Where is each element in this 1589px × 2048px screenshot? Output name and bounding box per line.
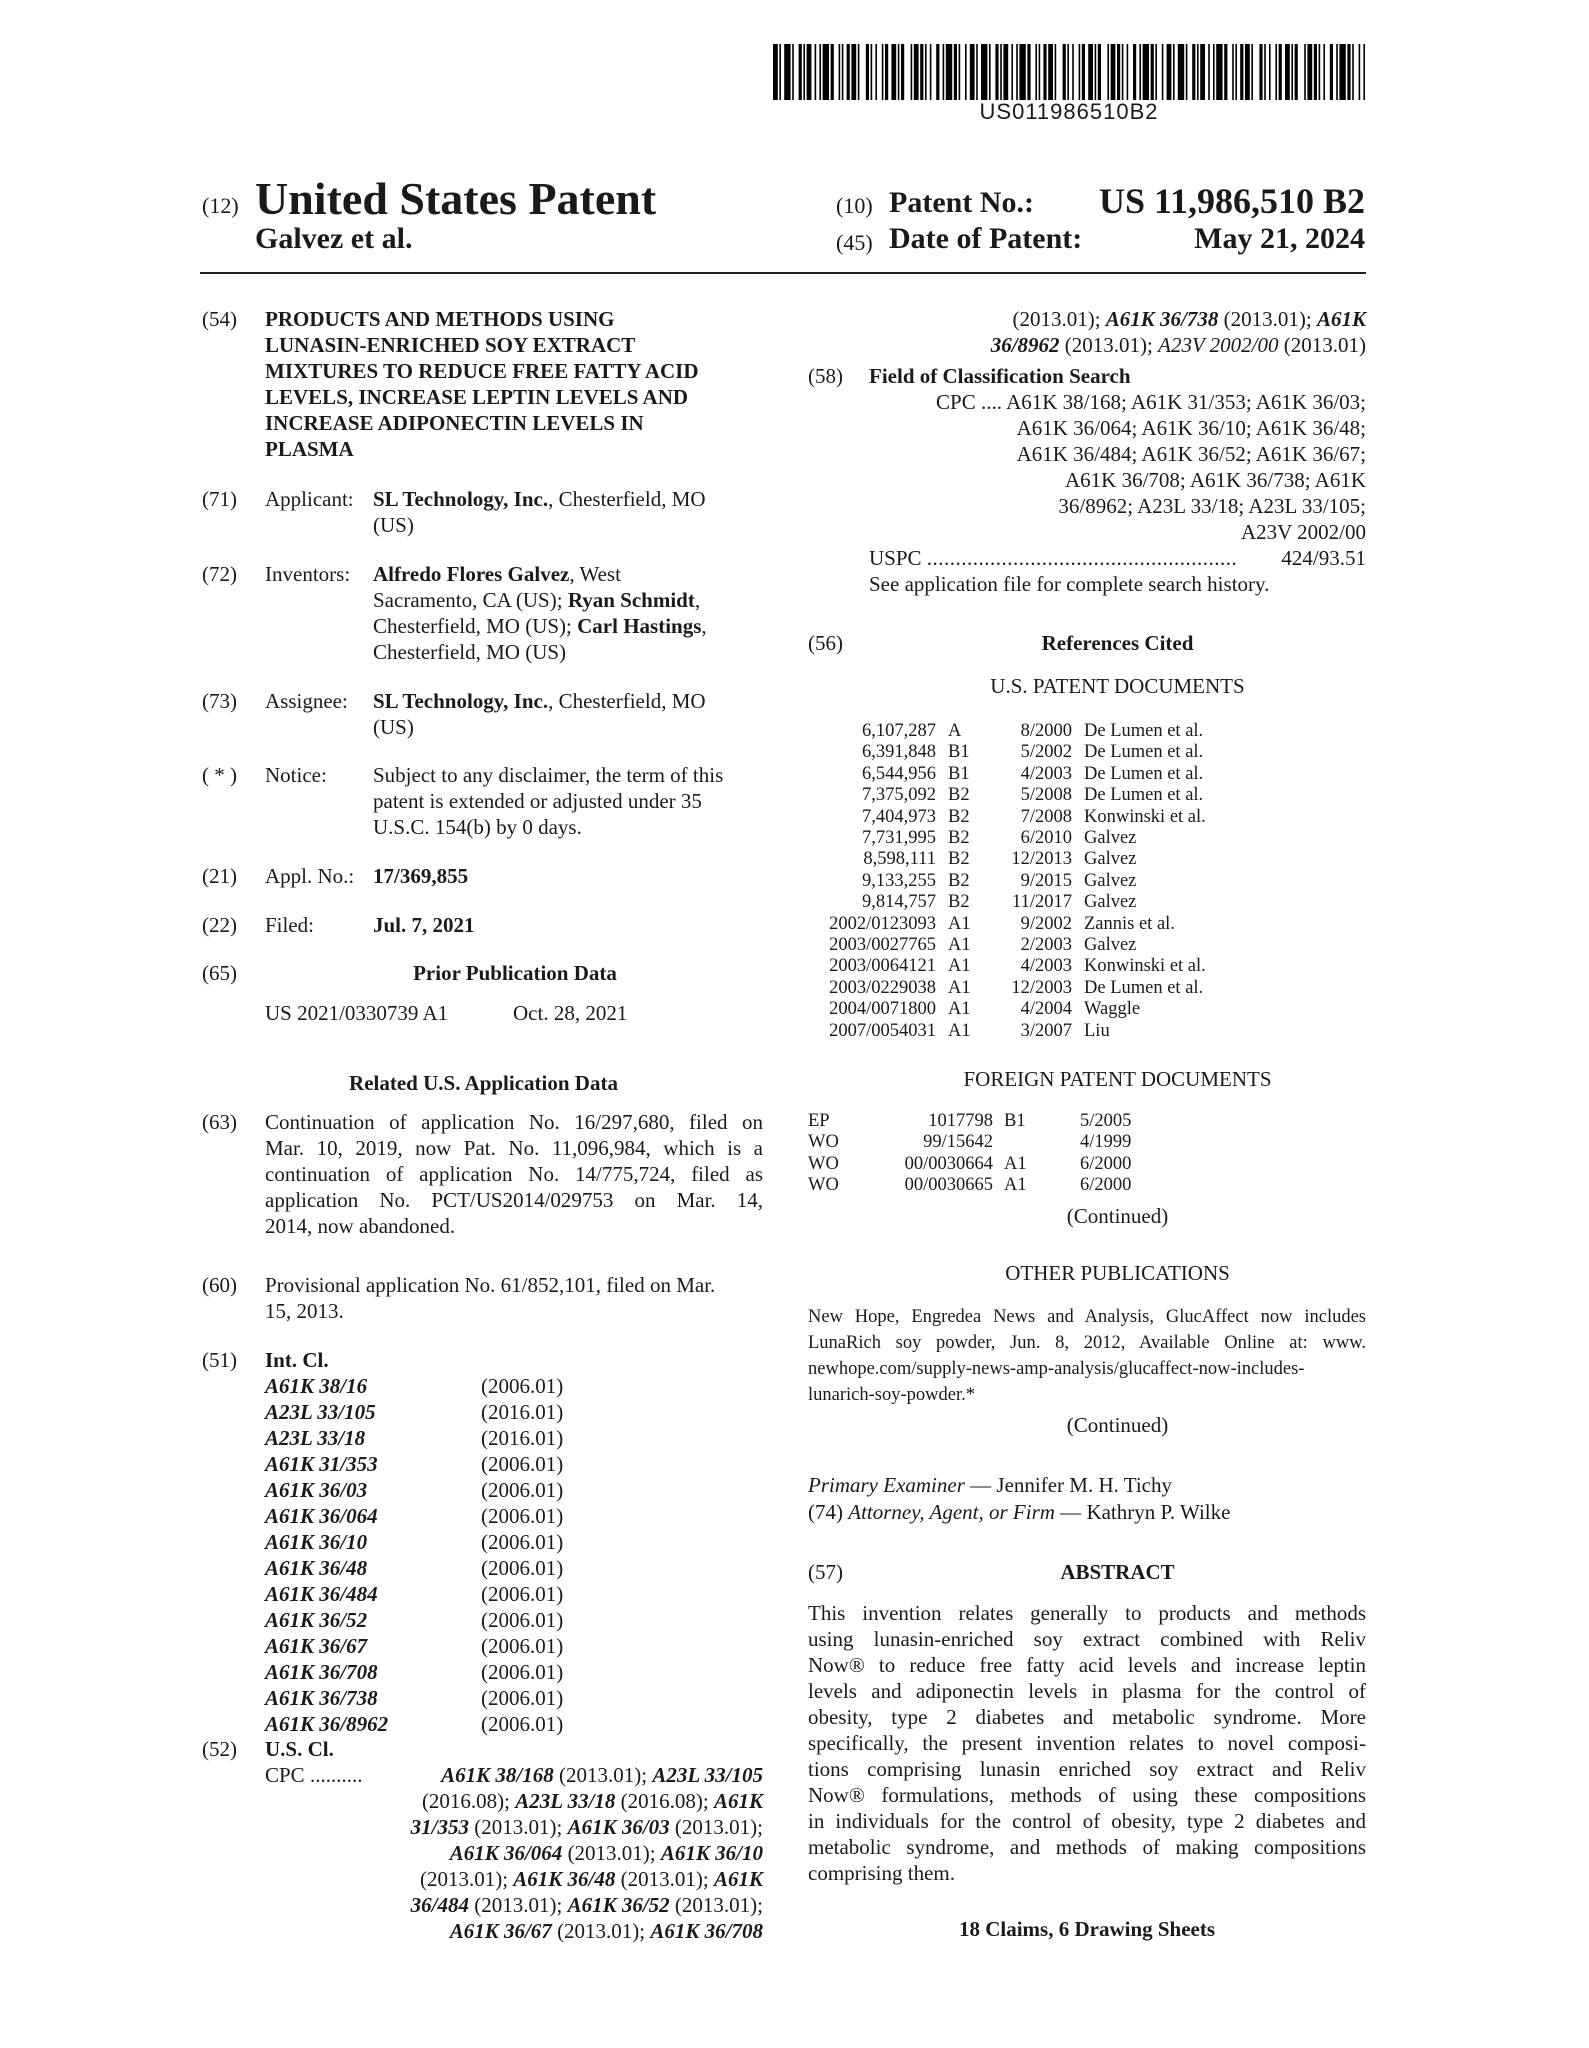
foreign-number: 99/15642 (923, 1132, 993, 1153)
ref-number: 9,814,757 (862, 892, 936, 913)
int-cl-class: A23L 33/105 (265, 1400, 376, 1424)
inventor-short: Galvez et al. (255, 222, 413, 255)
int-cl-row (265, 1659, 585, 1685)
us-patent-docs-table (808, 721, 1366, 1051)
int-cl-row (265, 1633, 585, 1659)
ref-number: 2007/0054031 (829, 1020, 936, 1041)
code-54: (54) (202, 307, 237, 331)
foreign-number: 00/0030665 (904, 1175, 993, 1196)
provisional-text: Provisional application No. 61/852,101, filed on Mar. 15, 2013. (265, 1273, 716, 1323)
int-cl-class: A61K 36/03 (265, 1478, 368, 1502)
barcode (773, 44, 1365, 100)
code-22: (22) (202, 913, 237, 937)
ref-name: De Lumen et al. (1084, 721, 1204, 741)
ref-name: Galvez (1084, 935, 1137, 955)
filed-date: Jul. 7, 2021 (373, 913, 475, 937)
abstract-text: This invention relates generally to products and methods using lunasin-enriched soy extract combined with Reliv Now® to reduce free fatty acid levels and increase leptin levels and adiponectin levels in plasma for the control of obesity, type 2 diabetes and metabolic syndrome. More specifically, the present invention relates to novel composi- tions comprising lunasin enriched soy extract and Reliv Now® formulations, methods of using these compositions in individuals for the control of obesity, type 2 diabetes and metabolic syndrome, and methods of making compositions comprising them. (808, 1601, 1366, 1885)
int-cl-class: A61K 36/67 (265, 1634, 368, 1658)
int-cl-version: (2016.01) (481, 1426, 564, 1450)
int-cl-class: A61K 38/16 (265, 1374, 368, 1398)
abstract-heading: ABSTRACT (1060, 1560, 1175, 1584)
ref-name: Waggle (1084, 999, 1141, 1020)
ref-date: 8/2000 (1020, 721, 1072, 741)
ref-date: 4/2003 (1020, 956, 1072, 977)
foreign-date: 4/1999 (1080, 1132, 1132, 1153)
attorney: (74) Attorney, Agent, or Firm — Kathryn P. Wilke (808, 1500, 1231, 1524)
ref-number: 8,598,111 (863, 849, 936, 870)
patent-title: PRODUCTS AND METHODS USING LUNASIN-ENRICHED SOY EXTRACT MIXTURES TO REDUCE FREE FATTY ACID LEVELS, INCREASE LEPTIN LEVELS AND INCREASE ADIPONECTIN LEVELS IN PLASMA (265, 307, 699, 461)
int-cl-version: (2006.01) (481, 1634, 564, 1658)
code-71: (71) (202, 487, 237, 511)
ref-date: 11/2017 (1012, 892, 1072, 913)
notice-text: Subject to any disclaimer, the term of this patent is extended or adjusted under 35 U.S.C. 154(b) by 0 days. (373, 763, 724, 839)
ref-number: 2004/0071800 (829, 999, 936, 1020)
us-patent-docs-heading: U.S. PATENT DOCUMENTS (990, 674, 1245, 698)
int-cl-class: A61K 36/064 (265, 1504, 378, 1528)
ref-number: 9,133,255 (862, 870, 936, 891)
ref-number: 6,107,287 (862, 721, 936, 741)
foreign-date: 6/2000 (1080, 1153, 1132, 1174)
ref-date: 4/2004 (1020, 999, 1072, 1020)
prior-pub-number: US 2021/0330739 A1 (265, 1001, 449, 1025)
ref-date: 9/2002 (1020, 913, 1072, 934)
ref-date: 3/2007 (1020, 1020, 1072, 1041)
ref-number: 7,731,995 (862, 828, 936, 848)
us-cl-cpc: A61K 38/168 (2013.01); A23L 33/105 (2016.08); A23L 33/18 (2016.08); A61K 31/353 (2013.01); A61K 36/03 (2013.01); A61K 36/064 (2013.01); A61K 36/10 (2013.01); A61K 36/48 (2013.01); A61K 36/484 (2013.01); A61K 36/52 (2013.01); A61K 36/67 (2013.01); A61K 36/708 (410, 1763, 763, 1943)
uspc-value: 424/93.51 (1277, 545, 1366, 571)
ref-kind: A1 (948, 913, 971, 934)
ref-name: De Lumen et al. (1084, 742, 1204, 763)
us-cl-heading: U.S. Cl. (265, 1737, 334, 1761)
field-of-search-heading: Field of Classification Search (869, 364, 1131, 388)
int-cl-list (265, 1373, 585, 1737)
ref-name: Liu (1084, 1020, 1110, 1041)
prior-publication-heading: Prior Publication Data (413, 961, 617, 985)
foreign-number: 00/0030664 (904, 1153, 993, 1174)
patent-number: US 11,986,510 B2 (1098, 181, 1365, 221)
ref-kind: B2 (948, 849, 970, 870)
ref-name: Galvez (1084, 849, 1137, 870)
ref-name: Galvez (1084, 892, 1137, 913)
appl-no-label: Appl. No.: (265, 864, 355, 888)
foreign-country: WO (808, 1132, 839, 1153)
applicant-label: Applicant: (265, 487, 354, 511)
int-cl-class: A23L 33/18 (265, 1426, 366, 1450)
code-52: (52) (202, 1737, 237, 1761)
ref-number: 2002/0123093 (829, 913, 936, 934)
continuation-text: Continuation of application No. 16/297,680, filed on Mar. 10, 2019, now Pat. No. 11,096,984, which is a continuation of application No. 14/775,724, filed as application No. PCT/US2014/029753 on Mar. 14, 2014, now abandoned. (265, 1110, 763, 1238)
code-21: (21) (202, 864, 237, 888)
foreign-docs-table (808, 1111, 1366, 1201)
ref-kind: B2 (948, 892, 970, 913)
foreign-country: EP (808, 1111, 830, 1131)
prior-pub-date: Oct. 28, 2021 (513, 1001, 628, 1025)
ref-kind: B1 (948, 742, 970, 763)
barcode-number: US011986510B2 (979, 99, 1159, 124)
int-cl-version: (2006.01) (481, 1478, 564, 1502)
int-cl-class: A61K 36/10 (265, 1530, 368, 1554)
ref-kind: A1 (948, 935, 971, 955)
ref-name: Konwinski et al. (1084, 806, 1206, 827)
ref-kind: B2 (948, 870, 970, 891)
int-cl-row (265, 1581, 585, 1607)
ref-number: 7,404,973 (862, 806, 936, 827)
int-cl-class: A61K 36/708 (265, 1660, 378, 1684)
int-cl-version: (2006.01) (481, 1582, 564, 1606)
int-cl-class: A61K 31/353 (265, 1452, 378, 1476)
assignee-label: Assignee: (265, 689, 348, 713)
int-cl-version: (2006.01) (481, 1452, 564, 1476)
ref-number: 2003/0027765 (829, 935, 936, 955)
int-cl-row (265, 1607, 585, 1633)
ref-kind: B2 (948, 828, 970, 848)
ref-date: 12/2003 (1011, 977, 1072, 998)
int-cl-version: (2006.01) (481, 1608, 564, 1632)
code-73: (73) (202, 689, 237, 713)
ref-date: 12/2013 (1011, 849, 1072, 870)
foreign-kind: A1 (1004, 1153, 1027, 1174)
field-of-search-cpc: CPC .... A61K 38/168; A61K 31/353; A61K 36/03; A61K 36/064; A61K 36/10; A61K 36/48; A61K 36/484; A61K 36/52; A61K 36/67; A61K 36/708; A61K 36/738; A61K 36/8962; A23L 33/18; A23L 33/105; A23V 2002/00 (936, 390, 1366, 544)
ref-number: 6,391,848 (862, 742, 936, 763)
ref-number: 6,544,956 (862, 763, 936, 784)
int-cl-version: (2006.01) (481, 1712, 564, 1736)
ref-kind: B2 (948, 785, 970, 806)
continued-other: (Continued) (1066, 1413, 1169, 1437)
cpc-label: CPC .......... (265, 1763, 363, 1787)
foreign-docs-heading: FOREIGN PATENT DOCUMENTS (963, 1067, 1272, 1091)
other-publications-text: New Hope, Engredea News and Analysis, GlucAffect now includes LunaRich soy powder, Jun. 8, 2012, Available Online at: www. newhope.com/supply-news-amp-analysis/glucaffect-now-includes- lunarich-soy-powder.* (808, 1307, 1366, 1405)
int-cl-row (265, 1555, 585, 1581)
uspc-line: USPC ...................................................... (869, 546, 1238, 570)
inventors-label: Inventors: (265, 562, 351, 586)
code-72: (72) (202, 562, 237, 586)
int-cl-row (265, 1529, 585, 1555)
code-56: (56) (808, 631, 843, 655)
int-cl-class: A61K 36/52 (265, 1608, 368, 1632)
ref-date: 7/2008 (1020, 806, 1072, 827)
filed-label: Filed: (265, 913, 315, 937)
int-cl-class: A61K 36/484 (265, 1582, 378, 1606)
ref-name: De Lumen et al. (1084, 763, 1204, 784)
ref-name: Zannis et al. (1084, 913, 1175, 934)
ref-number: 2003/0064121 (829, 956, 936, 977)
foreign-date: 5/2005 (1080, 1111, 1132, 1131)
ref-date: 5/2002 (1020, 742, 1072, 763)
applicant: SL Technology, Inc., Chesterfield, MO (US) (373, 487, 706, 537)
foreign-kind: A1 (1004, 1175, 1027, 1196)
ref-name: De Lumen et al. (1084, 977, 1204, 998)
foreign-number: 1017798 (928, 1111, 993, 1131)
foreign-date: 6/2000 (1080, 1175, 1132, 1196)
code-12: (12) (202, 193, 239, 218)
continued-foreign: (Continued) (1066, 1204, 1169, 1228)
header-rule (200, 272, 1366, 274)
ref-date: 6/2010 (1020, 828, 1072, 848)
code-notice: ( * ) (202, 763, 237, 787)
primary-examiner: Primary Examiner — Jennifer M. H. Tichy (808, 1473, 1172, 1497)
int-cl-version: (2006.01) (481, 1556, 564, 1580)
ref-kind: A1 (948, 999, 971, 1020)
inventors: Alfredo Flores Galvez, West Sacramento, CA (US); Ryan Schmidt, Chesterfield, MO (US); Carl Hastings, Chesterfield, MO (US) (373, 562, 707, 664)
search-history-note: See application file for complete search history. (869, 572, 1270, 596)
code-60: (60) (202, 1273, 237, 1297)
int-cl-row (265, 1451, 585, 1477)
appl-no: 17/369,855 (373, 864, 469, 888)
int-cl-row (265, 1685, 585, 1711)
code-10: (10) (836, 193, 873, 218)
ref-name: Galvez (1084, 828, 1137, 848)
notice-label: Notice: (265, 763, 327, 787)
ref-date: 4/2003 (1020, 763, 1072, 784)
int-cl-row (265, 1373, 585, 1399)
int-cl-version: (2016.01) (481, 1400, 564, 1424)
int-cl-version: (2006.01) (481, 1686, 564, 1710)
ref-kind: A1 (948, 956, 971, 977)
int-cl-class: A61K 36/48 (265, 1556, 368, 1580)
ref-date: 2/2003 (1020, 935, 1072, 955)
ref-number: 7,375,092 (862, 785, 936, 806)
int-cl-row (265, 1503, 585, 1529)
document-type: United States Patent (255, 173, 657, 224)
assignee: SL Technology, Inc., Chesterfield, MO (US) (373, 689, 706, 739)
int-cl-row (265, 1425, 585, 1451)
ref-kind: B2 (948, 806, 970, 827)
patent-date: May 21, 2024 (1194, 222, 1365, 255)
foreign-country: WO (808, 1175, 839, 1196)
ref-number: 2003/0229038 (829, 977, 936, 998)
int-cl-class: A61K 36/8962 (265, 1712, 389, 1736)
ref-name: Galvez (1084, 870, 1137, 891)
code-58: (58) (808, 364, 843, 388)
code-63: (63) (202, 1110, 237, 1134)
int-cl-version: (2006.01) (481, 1504, 564, 1528)
ref-kind: A (948, 721, 962, 741)
patent-no-label: Patent No.: (889, 186, 1034, 219)
int-cl-heading: Int. Cl. (265, 1348, 329, 1372)
other-publications-heading: OTHER PUBLICATIONS (1005, 1261, 1230, 1285)
ref-kind: A1 (948, 1020, 971, 1041)
references-cited-heading: References Cited (1041, 631, 1194, 655)
claims-summary: 18 Claims, 6 Drawing Sheets (958, 1917, 1216, 1941)
int-cl-version: (2006.01) (481, 1530, 564, 1554)
foreign-kind: B1 (1004, 1111, 1026, 1131)
int-cl-row (265, 1711, 585, 1737)
int-cl-version: (2006.01) (481, 1660, 564, 1684)
us-cl-cpc-continued: (2013.01); A61K 36/738 (2013.01); A61K 36/8962 (2013.01); A23V 2002/00 (2013.01) (990, 307, 1366, 357)
related-application-heading: Related U.S. Application Data (349, 1071, 618, 1095)
int-cl-row (265, 1477, 585, 1503)
ref-kind: A1 (948, 977, 971, 998)
ref-date: 9/2015 (1020, 870, 1072, 891)
int-cl-version: (2006.01) (481, 1374, 564, 1398)
code-57: (57) (808, 1560, 843, 1584)
ref-name: Konwinski et al. (1084, 956, 1206, 977)
code-51: (51) (202, 1348, 237, 1372)
int-cl-row (265, 1399, 585, 1425)
code-45: (45) (836, 230, 873, 255)
int-cl-class: A61K 36/738 (265, 1686, 378, 1710)
date-label: Date of Patent: (889, 222, 1083, 255)
ref-name: De Lumen et al. (1084, 785, 1204, 806)
code-65: (65) (202, 961, 237, 985)
ref-kind: B1 (948, 763, 970, 784)
ref-date: 5/2008 (1020, 785, 1072, 806)
foreign-country: WO (808, 1153, 839, 1174)
